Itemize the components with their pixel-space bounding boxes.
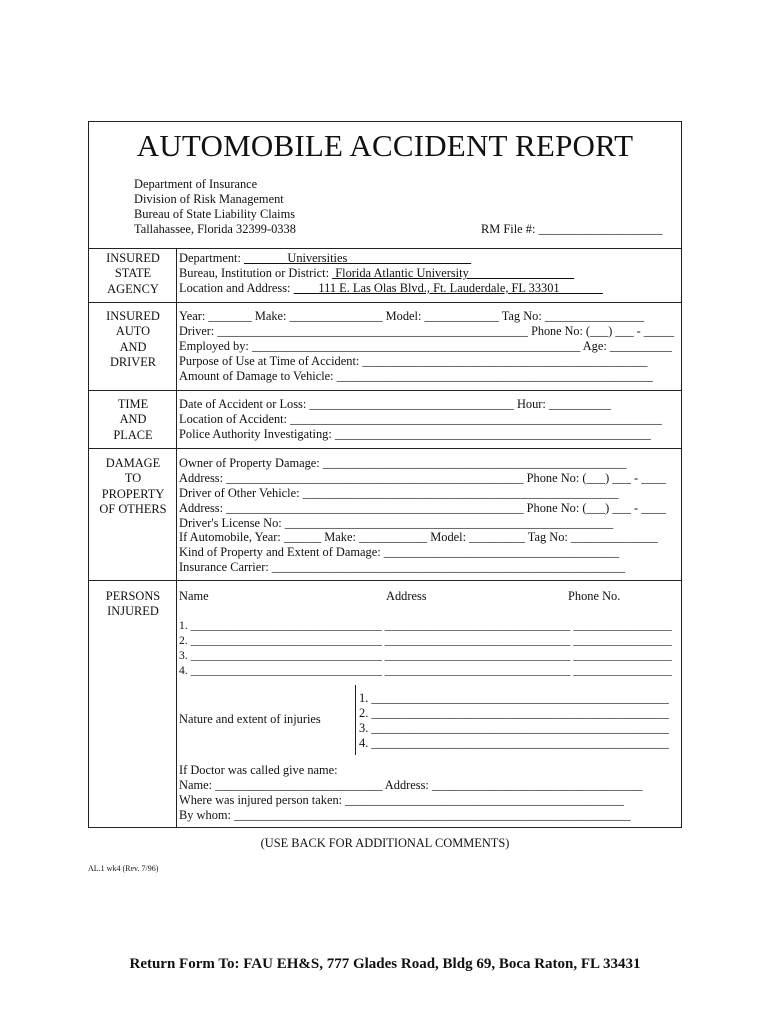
section-divider bbox=[89, 390, 681, 391]
doctor-name-field[interactable]: Name: ___________________________ Address: __________________________________ bbox=[179, 778, 643, 792]
other-driver-address-field[interactable]: Address: ________________________________________________ Phone No: (___) ___ - ____ bbox=[179, 501, 667, 515]
injury-row[interactable]: 3. ________________________________________________ bbox=[359, 721, 669, 735]
owner-address-field[interactable]: Address: ________________________________________________ Phone No: (___) ___ - ____ bbox=[179, 471, 667, 485]
address-line: Department of Insurance bbox=[134, 177, 258, 191]
accident-date-field[interactable]: Date of Accident or Loss: _________________________________ Hour: __________ bbox=[179, 397, 611, 411]
injuries-bracket bbox=[355, 685, 356, 755]
police-authority-field[interactable]: Police Authority Investigating: ___________________________________________________ bbox=[179, 427, 651, 441]
purpose-of-use-field[interactable]: Purpose of Use at Time of Accident: ______________________________________________ bbox=[179, 354, 648, 368]
driver-field[interactable]: Driver: ___________________________________________________ Phone No: (___) ___ - _____ bbox=[179, 324, 675, 338]
property-damage-extent-field[interactable]: Kind of Property and Extent of Damage: ______________________________________ bbox=[179, 545, 620, 559]
address-line: Division of Risk Management bbox=[134, 192, 284, 206]
section-label-damage: DAMAGE TO PROPERTY OF OTHERS bbox=[99, 456, 167, 516]
section-label-injured: PERSONS INJURED bbox=[105, 589, 161, 619]
property-owner-field[interactable]: Owner of Property Damage: _________________________________________________ bbox=[179, 456, 627, 470]
form-title: AUTOMOBILE ACCIDENT REPORT bbox=[136, 128, 634, 163]
vehicle-damage-field[interactable]: Amount of Damage to Vehicle: ___________________________________________________ bbox=[179, 369, 653, 383]
column-header-phone: Phone No. bbox=[568, 589, 621, 603]
accident-location-field[interactable]: Location of Accident: ____________________________________________________________ bbox=[179, 412, 662, 426]
agency-address-block bbox=[134, 177, 296, 237]
section-label-time: TIME AND PLACE bbox=[113, 397, 153, 442]
injured-person-row[interactable]: 3. _________________________________ ________________________________ _________________ bbox=[179, 649, 672, 662]
rm-file-field[interactable]: RM File #: ____________________ bbox=[481, 222, 663, 236]
bureau-field[interactable]: Bureau, Institution or District: Florida Atlantic University bbox=[179, 266, 575, 280]
injury-row[interactable]: 1. ________________________________________________ bbox=[359, 691, 669, 705]
drivers-license-field[interactable]: Driver's License No: _____________________________________________________ bbox=[179, 516, 614, 530]
revision-code: AL.1 wk4 (Rev. 7/96) bbox=[88, 864, 159, 873]
employed-by-field[interactable]: Employed by: _____________________________________________________ Age: __________ bbox=[179, 339, 672, 353]
address-line: Tallahassee, Florida 32399-0338 bbox=[134, 222, 296, 236]
vehicle-year-make-model-field[interactable]: Year: _______ Make: _______________ Model: ____________ Tag No: ________________ bbox=[179, 309, 645, 323]
additional-comments-note: (USE BACK FOR ADDITIONAL COMMENTS) bbox=[260, 836, 510, 850]
by-whom-field[interactable]: By whom: ________________________________________________________________ bbox=[179, 808, 631, 822]
injured-person-row[interactable]: 1. _________________________________ ________________________________ _________________ bbox=[179, 619, 672, 632]
column-header-name: Name bbox=[179, 589, 209, 603]
section-divider bbox=[89, 248, 681, 249]
injured-person-row[interactable]: 2. _________________________________ ________________________________ _________________ bbox=[179, 634, 672, 647]
section-divider bbox=[89, 580, 681, 581]
insurance-carrier-field[interactable]: Insurance Carrier: _________________________________________________________ bbox=[179, 560, 626, 574]
injured-person-row[interactable]: 4. _________________________________ ________________________________ _________________ bbox=[179, 664, 672, 677]
section-label-agency: INSURED STATE AGENCY bbox=[106, 251, 160, 296]
other-driver-field[interactable]: Driver of Other Vehicle: ___________________________________________________ bbox=[179, 486, 619, 500]
department-field[interactable]: Department: Universities bbox=[179, 251, 472, 265]
section-label-auto: INSURED AUTO AND DRIVER bbox=[106, 309, 160, 369]
report-form bbox=[88, 121, 682, 828]
return-form-footer: Return Form To: FAU EH&S, 777 Glades Road, Bldg 69, Boca Raton, FL 33431 bbox=[129, 956, 641, 972]
doctor-called-label: If Doctor was called give name: bbox=[179, 763, 338, 777]
column-header-address: Address bbox=[386, 589, 427, 603]
section-divider bbox=[89, 302, 681, 303]
section-divider bbox=[89, 448, 681, 449]
address-line: Bureau of State Liability Claims bbox=[134, 207, 296, 221]
location-field[interactable]: Location and Address: 111 E. Las Olas Blvd., Ft. Lauderdale, FL 33301 bbox=[179, 281, 603, 295]
injury-row[interactable]: 2. ________________________________________________ bbox=[359, 706, 669, 720]
injured-taken-field[interactable]: Where was injured person taken: _____________________________________________ bbox=[179, 793, 624, 807]
injury-row[interactable]: 4. ________________________________________________ bbox=[359, 736, 669, 750]
nature-of-injuries-label: Nature and extent of injuries bbox=[179, 712, 321, 726]
label-column-divider bbox=[176, 248, 177, 827]
other-vehicle-field[interactable]: If Automobile, Year: ______ Make: ___________ Model: _________ Tag No: ______________ bbox=[179, 530, 658, 544]
